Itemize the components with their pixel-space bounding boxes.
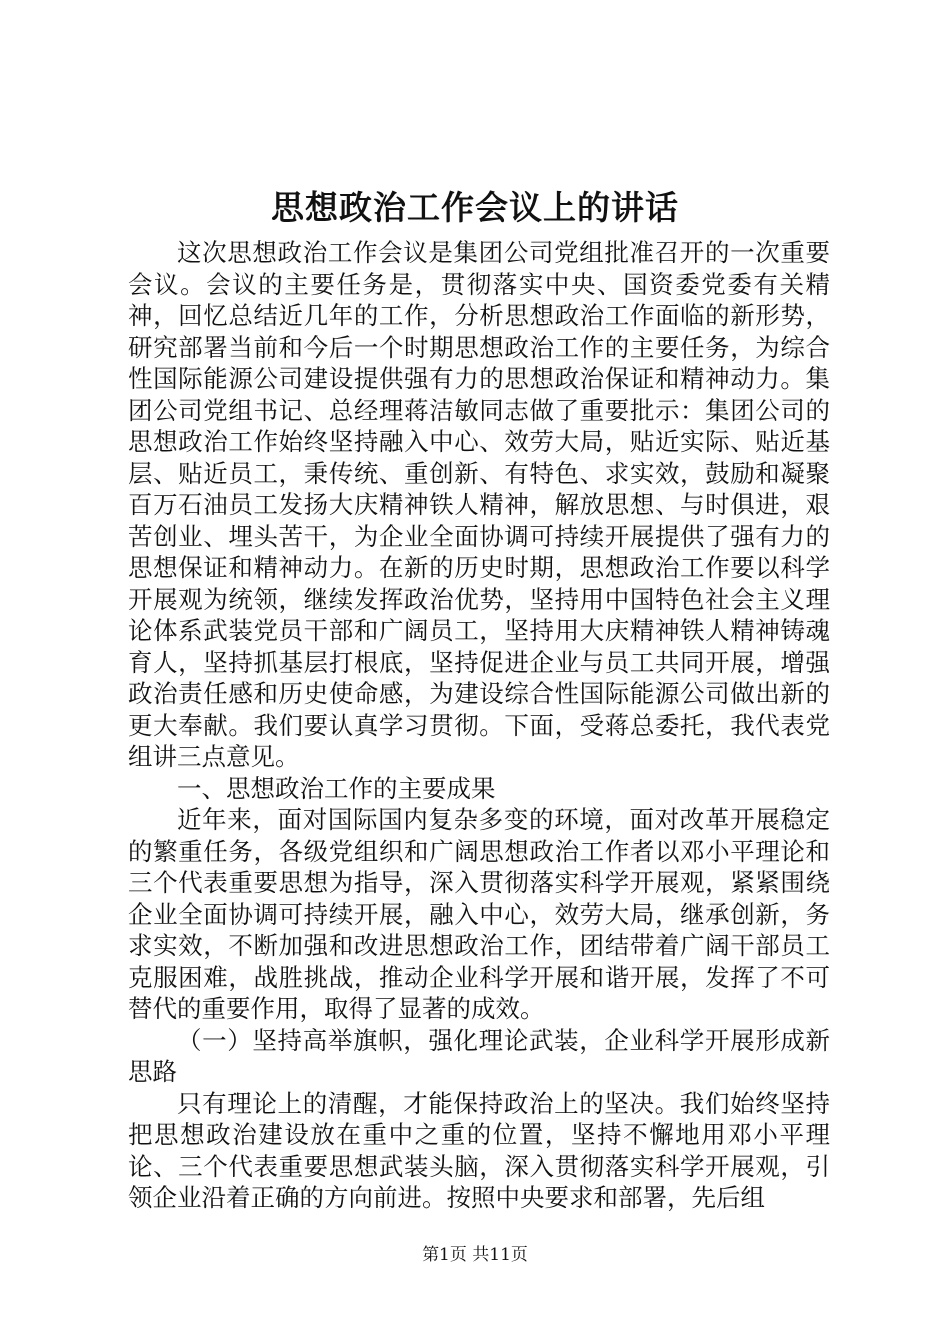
paragraph-intro: 这次思想政治工作会议是集团公司党组批准召开的一次重要会议。会议的主要任务是，贯彻落实中央、国资委党委有关精神，回忆总结近几年的工作，分析思想政治工作面临的新形势，研究部署当前和今后一个时期思想政治工作的主要任务，为综合性国际能源公司建设提供强有力的思想政治保证和精神动力。集团公司党组书记、总经理蒋洁敏同志做了重要批示：集团公司的思想政治工作始终坚持融入中心、效劳大局，贴近实际、贴近基层、贴近员工，秉传统、重创新、有特色、求实效，鼓励和凝聚百万石油员工发扬大庆精神铁人精神，解放思想、与时俱进，艰苦创业、埋头苦干，为企业全面协调可持续开展提供了强有力的思想保证和精神动力。在新的历史时期，思想政治工作要以科学开展观为统领，继续发挥政治优势，坚持用中国特色社会主义理论体系武装党员干部和广阔员工，坚持用大庆精神铁人精神铸魂育人，坚持抓基层打根底，坚持促进企业与员工共同开展，增强政治责任感和历史使命感，为建设综合性国际能源公司做出新的更大奉献。我们要认真学习贯彻。下面，受蒋总委托，我代表党组讲三点意见。 <box>128 238 830 771</box>
subsection-heading-1: （一）坚持高举旗帜，强化理论武装，企业科学开展形成新思路 <box>128 1025 830 1086</box>
paragraph-achievements: 近年来，面对国际国内复杂多变的环境，面对改革开展稳定的繁重任务，各级党组织和广阔思想政治工作者以邓小平理论和三个代表重要思想为指导，深入贯彻落实科学开展观，紧紧围绕企业全面协调可持续开展，融入中心，效劳大局，继承创新，务求实效，不断加强和改进思想政治工作，团结带着广阔干部员工克服困难，战胜挑战，推动企业科学开展和谐开展，发挥了不可替代的重要作用，取得了显著的成效。 <box>128 805 830 1023</box>
document-title: 思想政治工作会议上的讲话 <box>271 188 679 227</box>
document-body <box>128 237 830 1214</box>
section-heading-1: 一、思想政治工作的主要成果 <box>177 773 496 803</box>
page-number-footer: 第1页 共11页 <box>422 1245 528 1265</box>
paragraph-theory: 只有理论上的清醒，才能保持政治上的坚决。我们始终坚持把思想政治建设放在重中之重的位置，坚持不懈地用邓小平理论、三个代表重要思想武装头脑，深入贯彻落实科学开展观，引领企业沿着正确的方向前进。按照中央要求和部署，先后组 <box>128 1088 830 1212</box>
